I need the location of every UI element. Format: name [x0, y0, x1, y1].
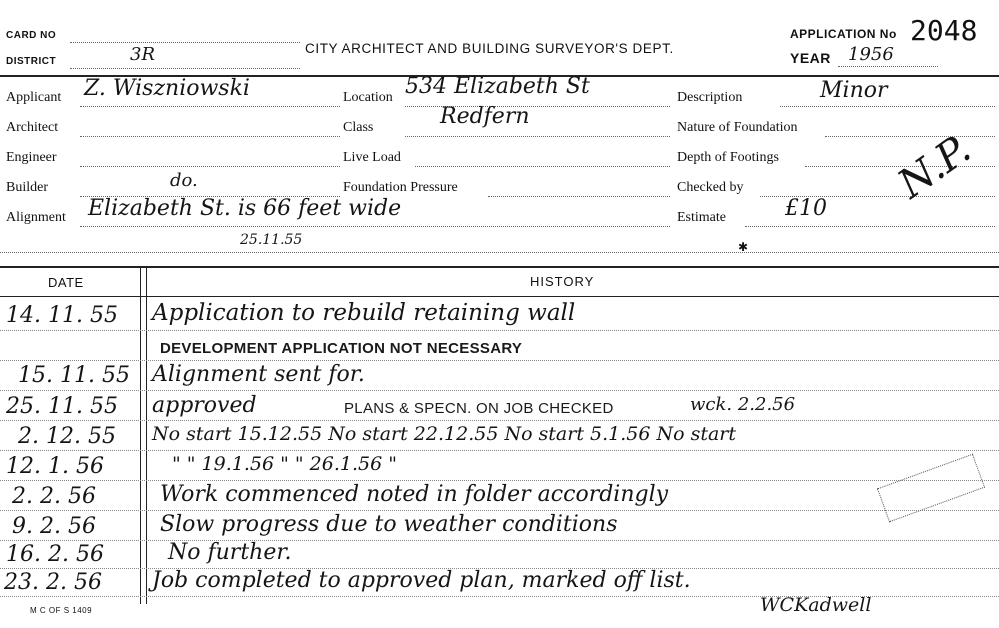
- np-mark: N.P.: [890, 126, 980, 208]
- builder-label: Builder: [6, 180, 48, 195]
- application-label: APPLICATION No: [790, 27, 897, 41]
- location-suburb: Redfern: [440, 104, 530, 129]
- history-entry: Job completed to approved plan, marked off list.: [152, 568, 691, 593]
- history-entry: No start 15.12.55 No start 22.12.55 No start 5.1.56 No start: [152, 423, 737, 445]
- history-date: 2. 2. 56: [12, 484, 96, 509]
- card-no-line: [70, 42, 300, 43]
- district-value: 3R: [130, 44, 156, 65]
- engineer-line: [80, 166, 340, 167]
- row-line: [0, 390, 999, 391]
- row-line: [0, 510, 999, 511]
- nature-of-foundation-label: Nature of Foundation: [677, 120, 798, 135]
- pressure-line: [488, 196, 670, 197]
- card-no-label: CARD NO: [6, 30, 57, 41]
- checked-initials: wck. 2.2.56: [690, 394, 796, 415]
- year-line: [838, 66, 938, 67]
- architect-line: [80, 136, 340, 137]
- row-line: [0, 330, 999, 331]
- estimate-value: £10: [785, 196, 827, 221]
- class-label: Class: [343, 120, 374, 135]
- history-date: 16. 2. 56: [6, 542, 104, 567]
- history-entry: Alignment sent for.: [152, 362, 365, 387]
- nature-line: [825, 136, 995, 137]
- date-column-divider-inner: [146, 266, 147, 604]
- history-top-rule: [0, 266, 999, 268]
- history-entry: Slow progress due to weather conditions: [160, 512, 618, 537]
- checked-by-label: Checked by: [677, 180, 744, 195]
- alignment-value: Elizabeth St. is 66 feet wide: [88, 196, 402, 221]
- row-line: [0, 480, 999, 481]
- history-header-rule: [0, 296, 999, 297]
- date-column-divider: [140, 266, 141, 604]
- alignment-date: 25.11.55: [240, 232, 303, 248]
- plans-checked-stamp: PLANS & SPECN. ON JOB CHECKED: [344, 400, 614, 417]
- fields-bottom-line: [0, 252, 999, 253]
- foundation-pressure-label: Foundation Pressure: [343, 180, 458, 195]
- history-date: 23. 2. 56: [4, 570, 102, 595]
- estimate-line: [745, 226, 995, 227]
- faded-stamp: [877, 454, 985, 523]
- location-value: 534 Elizabeth St: [405, 74, 590, 99]
- history-stamp: DEVELOPMENT APPLICATION NOT NECESSARY: [160, 340, 523, 357]
- location-label: Location: [343, 90, 393, 105]
- row-line: [0, 360, 999, 361]
- signature: WCKadwell: [760, 594, 872, 616]
- applicant-value: Z. Wiszniowski: [84, 76, 250, 101]
- alignment-line: [80, 226, 670, 227]
- history-date: 2. 12. 55: [18, 424, 116, 449]
- district-line: [70, 68, 300, 69]
- architect-label: Architect: [6, 120, 59, 135]
- description-value: Minor: [820, 78, 888, 103]
- form-code: M C OF S 1409: [30, 606, 93, 615]
- builder-value: do.: [170, 170, 198, 191]
- row-line: [0, 420, 999, 421]
- history-entry: Work commenced noted in folder accordingly: [160, 482, 669, 507]
- history-entry: Application to rebuild retaining wall: [152, 300, 576, 326]
- alignment-label: Alignment: [6, 210, 66, 225]
- history-header: HISTORY: [530, 274, 595, 289]
- row-line: [0, 540, 999, 541]
- year-label: YEAR: [790, 50, 831, 66]
- estimate-label: Estimate: [677, 210, 726, 225]
- date-header: DATE: [48, 275, 84, 290]
- history-date: 25. 11. 55: [6, 394, 118, 419]
- history-date: 9. 2. 56: [12, 514, 96, 539]
- depth-of-footings-label: Depth of Footings: [677, 150, 779, 165]
- year-value: 1956: [848, 44, 894, 65]
- engineer-label: Engineer: [6, 150, 57, 165]
- history-date: 14. 11. 55: [6, 303, 118, 328]
- department-title: CITY ARCHITECT AND BUILDING SURVEYOR'S DEPT.: [305, 41, 674, 56]
- row-line: [0, 450, 999, 451]
- description-label: Description: [677, 90, 743, 105]
- application-number: 2048: [910, 14, 978, 47]
- history-date: 15. 11. 55: [18, 363, 130, 388]
- live-load-line: [415, 166, 670, 167]
- applicant-label: Applicant: [6, 90, 62, 105]
- history-entry: " " 19.1.56 " " 26.1.56 ": [172, 453, 397, 475]
- history-entry: No further.: [168, 540, 292, 565]
- history-date: 12. 1. 56: [6, 454, 104, 479]
- district-label: DISTRICT: [6, 56, 57, 67]
- description-line: [780, 106, 995, 107]
- class-line: [405, 136, 670, 137]
- ink-blot: ✱: [738, 240, 749, 254]
- history-entry: approved: [152, 393, 257, 418]
- applicant-line: [80, 106, 340, 107]
- live-load-label: Live Load: [343, 150, 401, 165]
